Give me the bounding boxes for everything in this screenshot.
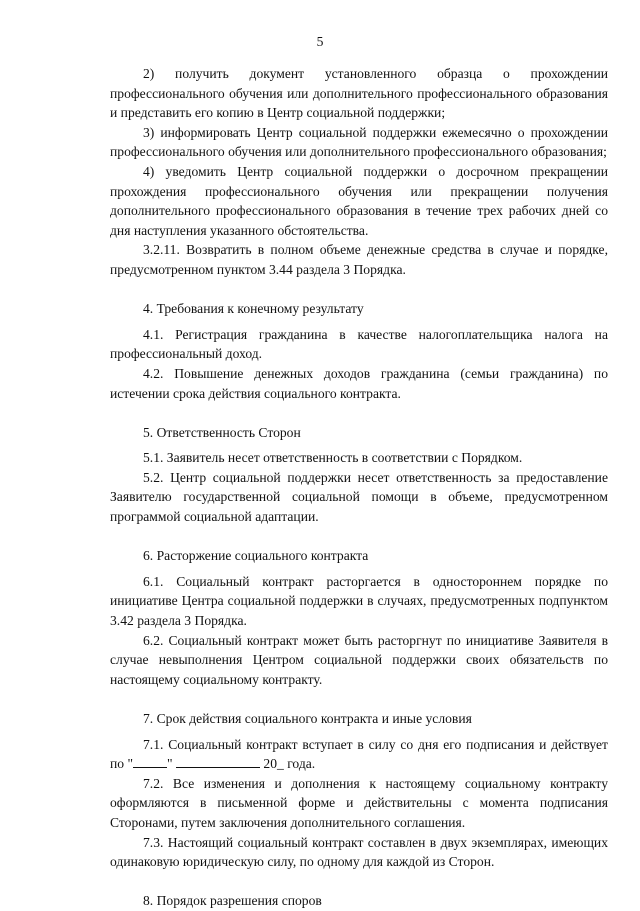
clause-6-1: 6.1. Социальный контракт расторгается в одностороннем порядке по инициативе Центра социальной поддержки в случаях, предусмотренных подпунктом 3.42 раздела 3 Порядка. bbox=[110, 573, 608, 629]
clause-2-get-document: 2) получить документ установленного образца о прохождении профессионального обучения или дополнительного профессионального образования и представить его копию в Центр социальной поддержки; bbox=[110, 66, 608, 121]
clause-7-1-text: 7.1. Социальный контракт вступает в силу со дня его подписания и действует по " bbox=[110, 736, 608, 772]
section-7-heading: 7. Срок действия социального контракта и иные условия bbox=[143, 711, 472, 726]
section-5-heading: 5. Ответственность Сторон bbox=[143, 424, 301, 440]
document-body bbox=[110, 64, 608, 911]
clause-5-2: 5.2. Центр социальной поддержки несет ответственность за предоставление Заявителю государственной социальной помощи в объеме, предусмотренном программой социальной адаптации. bbox=[110, 469, 608, 525]
clause-7-1-year: 20_ года. bbox=[263, 756, 316, 772]
clause-3-2-11: 3.2.11. Возвратить в полном объеме денежные средства в случае и порядке, предусмотренном пунктом 3.44 раздела 3 Порядка. bbox=[110, 242, 608, 277]
clause-6-2: 6.2. Социальный контракт может быть расторгнут по инициативе Заявителя в случае невыполнения Центром социальной поддержки своих обязательств по настоящему социальному контракту. bbox=[110, 632, 608, 687]
clause-4-1: 4.1. Регистрация гражданина в качестве налогоплательщика налога на профессиональный доход. bbox=[110, 326, 608, 362]
day-blank bbox=[133, 756, 167, 768]
section-6-heading: 6. Расторжение социального контракта bbox=[143, 548, 369, 564]
clause-7-2: 7.2. Все изменения и дополнения к настоящему социальному контракту оформляются в письменной форме и действительны с момента подписания Сторонами, путем заключения дополнительного соглашения. bbox=[110, 775, 608, 830]
section-4-heading: 4. Требования к конечному результату bbox=[143, 301, 364, 317]
page-number: 5 bbox=[316, 34, 324, 49]
clause-5-1: 5.1. Заявитель несет ответственность в соответствии с Порядком. bbox=[143, 450, 523, 466]
clause-4-notify-termination: 4) уведомить Центр социальной поддержки о досрочном прекращении прохождения профессионального обучения или прекращении получения дополнительного профессионального образования в течение трех рабочих дней со дня наступления указанного обстоятельства. bbox=[110, 163, 608, 238]
clause-7-1 bbox=[110, 735, 608, 774]
clause-3-inform-center: 3) информировать Центр социальной поддержки ежемесячно о прохождении профессионального обучения или дополнительного профессионального образования; bbox=[110, 124, 608, 160]
month-blank bbox=[176, 756, 260, 768]
clause-7-1-quote: " bbox=[167, 756, 173, 772]
clause-4-2: 4.2. Повышение денежных доходов гражданина (семьи гражданина) по истечении срока действия социального контракта. bbox=[110, 365, 608, 401]
section-8-heading: 8. Порядок разрешения споров bbox=[143, 893, 322, 909]
clause-7-3: 7.3. Настоящий социальный контракт составлен в двух экземплярах, имеющих одинаковую юридическую силу, по одному для каждой из Сторон. bbox=[110, 834, 608, 870]
